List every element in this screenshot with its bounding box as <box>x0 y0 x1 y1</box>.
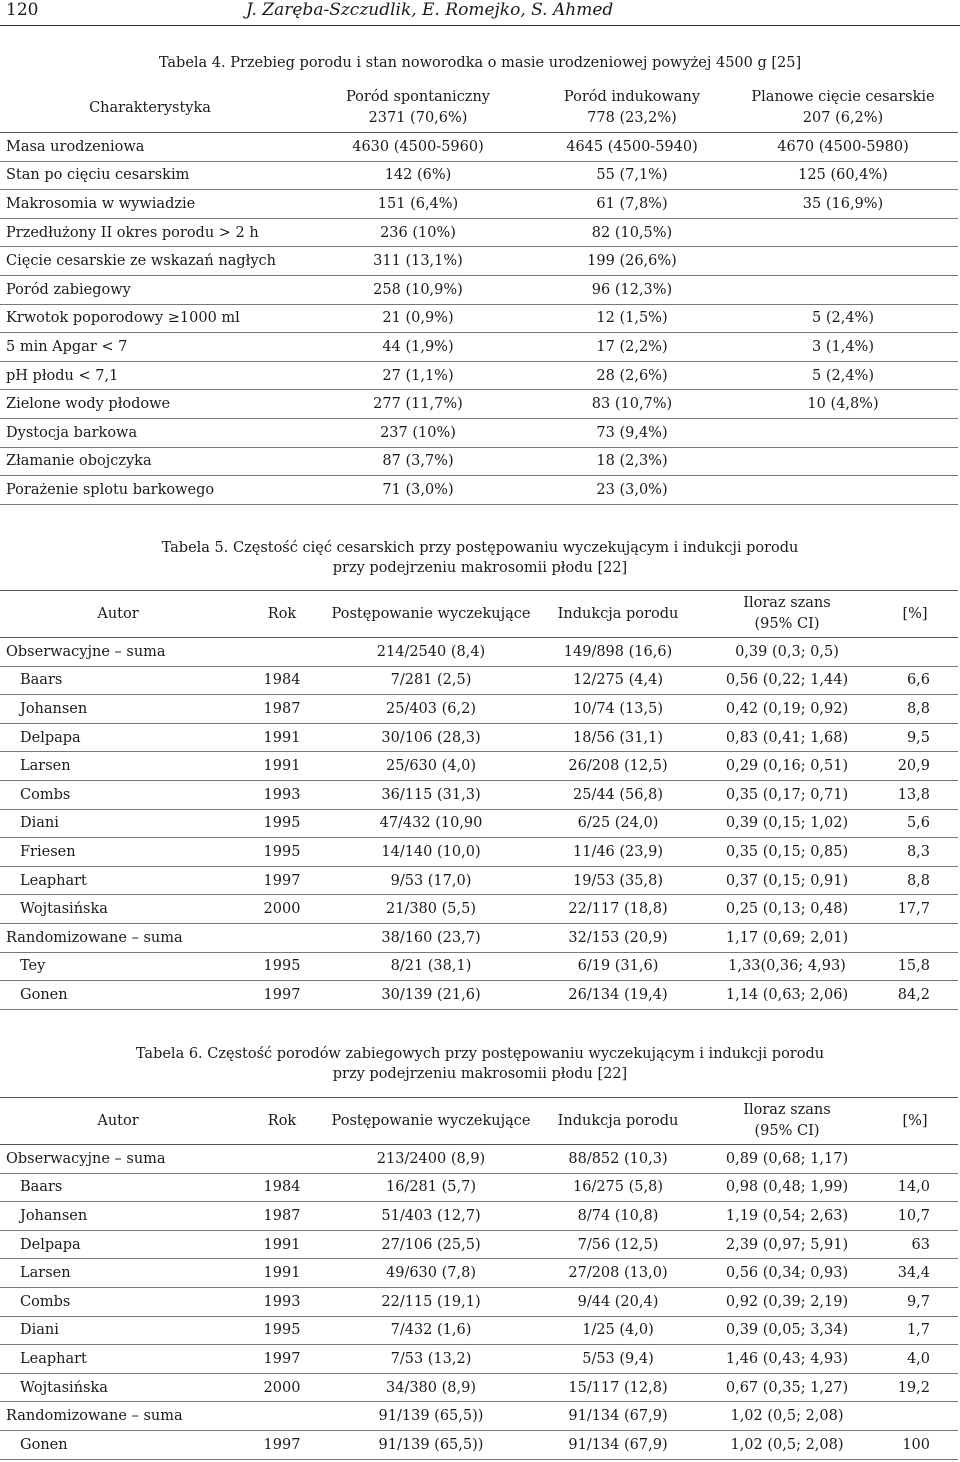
expectant-cell: 7/281 (2,5) <box>328 666 534 695</box>
row-label: Zielone wody płodowe <box>0 390 300 419</box>
table-cell: 277 (11,7%) <box>300 390 536 419</box>
page-number: 120 <box>6 0 39 20</box>
author-cell: Johansen <box>0 1202 236 1231</box>
expectant-cell: 25/630 (4,0) <box>328 752 534 781</box>
table-cell: 96 (12,3%) <box>536 275 728 304</box>
table4-header-line: 2371 (70,6%) <box>368 110 468 126</box>
table5-col-indukcja <box>534 591 702 638</box>
table6-header-text: Indukcja porodu <box>557 1112 679 1129</box>
year-cell: 1984 <box>236 1173 328 1202</box>
table4-header-row <box>0 84 958 133</box>
table4-header-cell <box>300 84 536 133</box>
table5-header-row <box>0 591 958 638</box>
author-cell: Delpapa <box>0 723 236 752</box>
year-cell: 2000 <box>236 1373 328 1402</box>
expectant-cell: 9/53 (17,0) <box>328 866 534 895</box>
percent-cell <box>872 1145 958 1174</box>
year-cell: 1995 <box>236 809 328 838</box>
table-row <box>0 161 958 190</box>
induction-cell: 16/275 (5,8) <box>534 1173 702 1202</box>
percent-cell: 1,7 <box>872 1316 958 1345</box>
percent-cell: 10,7 <box>872 1202 958 1231</box>
induction-cell: 1/25 (4,0) <box>534 1316 702 1345</box>
table-cell: 73 (9,4%) <box>536 418 728 447</box>
expectant-cell: 30/139 (21,6) <box>328 981 534 1010</box>
table-cell: 44 (1,9%) <box>300 333 536 362</box>
percent-cell: 63 <box>872 1230 958 1259</box>
table5-header-text: Autor <box>97 605 139 622</box>
table-row <box>0 133 958 162</box>
year-cell: 1997 <box>236 981 328 1010</box>
table4-header-cell <box>0 84 300 133</box>
table5-caption-line2: przy podejrzeniu makrosomii płodu [22] <box>332 560 628 576</box>
odds-ratio-cell: 0,92 (0,39; 2,19) <box>702 1287 872 1316</box>
author-cell: Randomizowane – suma <box>0 1402 236 1431</box>
author-cell: Diani <box>0 809 236 838</box>
year-cell: 1993 <box>236 780 328 809</box>
table5 <box>0 590 958 1010</box>
author-cell: Combs <box>0 780 236 809</box>
table-cell: 236 (10%) <box>300 218 536 247</box>
table4-header-line: 778 (23,2%) <box>587 110 677 126</box>
expectant-cell: 51/403 (12,7) <box>328 1202 534 1231</box>
expectant-cell: 27/106 (25,5) <box>328 1230 534 1259</box>
table-row <box>0 1173 958 1202</box>
year-cell <box>236 1145 328 1174</box>
year-cell <box>236 923 328 952</box>
table6-col-procent <box>872 1098 958 1145</box>
percent-cell: 20,9 <box>872 752 958 781</box>
row-label: Porażenie splotu barkowego <box>0 476 300 505</box>
induction-cell: 12/275 (4,4) <box>534 666 702 695</box>
running-header <box>0 0 960 26</box>
year-cell: 1997 <box>236 1430 328 1459</box>
table-row <box>0 390 958 419</box>
expectant-cell: 91/139 (65,5)) <box>328 1430 534 1459</box>
table-cell: 28 (2,6%) <box>536 361 728 390</box>
table-row <box>0 1230 958 1259</box>
table-row <box>0 476 958 505</box>
expectant-cell: 8/21 (38,1) <box>328 952 534 981</box>
row-label: Masa urodzeniowa <box>0 133 300 162</box>
author-cell: Randomizowane – suma <box>0 923 236 952</box>
percent-cell: 8,3 <box>872 838 958 867</box>
author-cell: Wojtasińska <box>0 895 236 924</box>
author-cell: Leaphart <box>0 866 236 895</box>
table-cell: 18 (2,3%) <box>536 447 728 476</box>
induction-cell: 11/46 (23,9) <box>534 838 702 867</box>
table-cell: 142 (6%) <box>300 161 536 190</box>
year-cell: 1987 <box>236 1202 328 1231</box>
table5-header-text: Iloraz szans <box>743 595 831 611</box>
table-cell: 311 (13,1%) <box>300 247 536 276</box>
induction-cell: 6/25 (24,0) <box>534 809 702 838</box>
expectant-cell: 49/630 (7,8) <box>328 1259 534 1288</box>
expectant-cell: 214/2540 (8,4) <box>328 638 534 667</box>
table-row <box>0 809 958 838</box>
table-row <box>0 361 958 390</box>
year-cell: 1984 <box>236 666 328 695</box>
table5-col-iloraz-szans <box>702 591 872 638</box>
odds-ratio-cell: 0,37 (0,15; 0,91) <box>702 866 872 895</box>
induction-cell: 6/19 (31,6) <box>534 952 702 981</box>
induction-cell: 91/134 (67,9) <box>534 1430 702 1459</box>
table-cell: 21 (0,9%) <box>300 304 536 333</box>
author-cell: Delpapa <box>0 1230 236 1259</box>
row-label: Dystocja barkowa <box>0 418 300 447</box>
percent-cell: 14,0 <box>872 1173 958 1202</box>
author-cell: Baars <box>0 1173 236 1202</box>
table-row <box>0 695 958 724</box>
year-cell: 1991 <box>236 1259 328 1288</box>
table6-header-text: [%] <box>902 1112 928 1129</box>
percent-cell <box>872 923 958 952</box>
table-cell: 82 (10,5%) <box>536 218 728 247</box>
expectant-cell: 14/140 (10,0) <box>328 838 534 867</box>
table-row <box>0 752 958 781</box>
year-cell <box>236 1402 328 1431</box>
table4 <box>0 84 958 505</box>
author-cell: Gonen <box>0 1430 236 1459</box>
table6-caption <box>0 1044 960 1084</box>
induction-cell: 26/208 (12,5) <box>534 752 702 781</box>
odds-ratio-cell: 0,29 (0,16; 0,51) <box>702 752 872 781</box>
table-row <box>0 1259 958 1288</box>
table-cell: 12 (1,5%) <box>536 304 728 333</box>
table5-header-text: Postępowanie wyczekujące <box>331 605 531 622</box>
odds-ratio-cell: 0,56 (0,34; 0,93) <box>702 1259 872 1288</box>
table-cell: 5 (2,4%) <box>728 304 958 333</box>
author-cell: Tey <box>0 952 236 981</box>
table6-col-iloraz-szans <box>702 1098 872 1145</box>
odds-ratio-cell: 0,98 (0,48; 1,99) <box>702 1173 872 1202</box>
table-row <box>0 247 958 276</box>
table-cell: 35 (16,9%) <box>728 190 958 219</box>
odds-ratio-cell: 0,25 (0,13; 0,48) <box>702 895 872 924</box>
table-row <box>0 981 958 1010</box>
table-cell: 4645 (4500-5940) <box>536 133 728 162</box>
percent-cell: 9,7 <box>872 1287 958 1316</box>
induction-cell: 15/117 (12,8) <box>534 1373 702 1402</box>
table5-header-text: (95% CI) <box>754 616 820 632</box>
induction-cell: 10/74 (13,5) <box>534 695 702 724</box>
row-label: Złamanie obojczyka <box>0 447 300 476</box>
table5-col-procent <box>872 591 958 638</box>
percent-cell: 8,8 <box>872 695 958 724</box>
table-row <box>0 1316 958 1345</box>
odds-ratio-cell: 0,42 (0,19; 0,92) <box>702 695 872 724</box>
percent-cell: 100 <box>872 1430 958 1459</box>
expectant-cell: 47/432 (10,90 <box>328 809 534 838</box>
author-cell: Obserwacyjne – suma <box>0 1145 236 1174</box>
percent-cell: 84,2 <box>872 981 958 1010</box>
year-cell: 1991 <box>236 752 328 781</box>
table-row <box>0 866 958 895</box>
table-cell: 10 (4,8%) <box>728 390 958 419</box>
induction-cell: 25/44 (56,8) <box>534 780 702 809</box>
table5-caption-line1: Tabela 5. Częstość cięć cesarskich przy postępowaniu wyczekującym i indukcji porodu <box>161 540 799 556</box>
table-cell <box>728 275 958 304</box>
table5-header-text: [%] <box>902 605 928 622</box>
year-cell: 1991 <box>236 723 328 752</box>
table5-header-text: Indukcja porodu <box>557 605 679 622</box>
author-cell: Larsen <box>0 1259 236 1288</box>
induction-cell: 22/117 (18,8) <box>534 895 702 924</box>
year-cell: 1987 <box>236 695 328 724</box>
group-row <box>0 1402 958 1431</box>
year-cell: 1995 <box>236 952 328 981</box>
odds-ratio-cell: 1,19 (0,54; 2,63) <box>702 1202 872 1231</box>
table-row <box>0 952 958 981</box>
table6-col-rok <box>236 1098 328 1145</box>
expectant-cell: 25/403 (6,2) <box>328 695 534 724</box>
induction-cell: 5/53 (9,4) <box>534 1345 702 1374</box>
table5-col-autor <box>0 591 236 638</box>
table-row <box>0 1202 958 1231</box>
induction-cell: 26/134 (19,4) <box>534 981 702 1010</box>
table-cell: 3 (1,4%) <box>728 333 958 362</box>
table-cell: 83 (10,7%) <box>536 390 728 419</box>
table-cell: 17 (2,2%) <box>536 333 728 362</box>
induction-cell: 18/56 (31,1) <box>534 723 702 752</box>
table-row <box>0 723 958 752</box>
table-cell <box>728 218 958 247</box>
table-row <box>0 838 958 867</box>
table-cell <box>728 247 958 276</box>
odds-ratio-cell: 1,02 (0,5; 2,08) <box>702 1402 872 1431</box>
table4-header-line: Planowe cięcie cesarskie <box>751 89 935 105</box>
table6-header-row <box>0 1098 958 1145</box>
induction-cell: 19/53 (35,8) <box>534 866 702 895</box>
table4-header-cell <box>728 84 958 133</box>
table-row <box>0 1287 958 1316</box>
year-cell: 1993 <box>236 1287 328 1316</box>
induction-cell: 9/44 (20,4) <box>534 1287 702 1316</box>
odds-ratio-cell: 0,89 (0,68; 1,17) <box>702 1145 872 1174</box>
percent-cell: 5,6 <box>872 809 958 838</box>
percent-cell: 8,8 <box>872 866 958 895</box>
group-row <box>0 1145 958 1174</box>
table-cell: 5 (2,4%) <box>728 361 958 390</box>
table-cell: 87 (3,7%) <box>300 447 536 476</box>
expectant-cell: 22/115 (19,1) <box>328 1287 534 1316</box>
induction-cell: 32/153 (20,9) <box>534 923 702 952</box>
odds-ratio-cell: 0,39 (0,15; 1,02) <box>702 809 872 838</box>
table-row <box>0 190 958 219</box>
table-cell: 199 (26,6%) <box>536 247 728 276</box>
row-label: Krwotok poporodowy ≥1000 ml <box>0 304 300 333</box>
author-cell: Baars <box>0 666 236 695</box>
expectant-cell: 34/380 (8,9) <box>328 1373 534 1402</box>
table6-caption-line1: Tabela 6. Częstość porodów zabiegowych przy postępowaniu wyczekującym i indukcji porodu <box>135 1046 825 1062</box>
table5-header-text: Rok <box>267 605 297 622</box>
running-authors: J. Zaręba-Szczudlik, E. Romejko, S. Ahmed <box>246 0 614 20</box>
percent-cell: 13,8 <box>872 780 958 809</box>
table5-col-wyczekujace <box>328 591 534 638</box>
odds-ratio-cell: 1,33(0,36; 4,93) <box>702 952 872 981</box>
table-cell: 61 (7,8%) <box>536 190 728 219</box>
odds-ratio-cell: 2,39 (0,97; 5,91) <box>702 1230 872 1259</box>
table-cell: 71 (3,0%) <box>300 476 536 505</box>
percent-cell: 34,4 <box>872 1259 958 1288</box>
odds-ratio-cell: 0,67 (0,35; 1,27) <box>702 1373 872 1402</box>
odds-ratio-cell: 0,83 (0,41; 1,68) <box>702 723 872 752</box>
odds-ratio-cell: 1,46 (0,43; 4,93) <box>702 1345 872 1374</box>
year-cell: 1997 <box>236 1345 328 1374</box>
table-row <box>0 333 958 362</box>
table-cell <box>728 447 958 476</box>
year-cell: 1995 <box>236 838 328 867</box>
table-row <box>0 1373 958 1402</box>
table4-header-line: Poród indukowany <box>563 89 701 105</box>
row-label: 5 min Apgar < 7 <box>0 333 300 362</box>
table4-caption: Tabela 4. Przebieg porodu i stan noworodka o masie urodzeniowej powyżej 4500 g [25] <box>158 55 802 71</box>
table-row <box>0 275 958 304</box>
expectant-cell: 7/432 (1,6) <box>328 1316 534 1345</box>
expectant-cell: 91/139 (65,5)) <box>328 1402 534 1431</box>
induction-cell: 7/56 (12,5) <box>534 1230 702 1259</box>
table-row <box>0 304 958 333</box>
percent-cell: 17,7 <box>872 895 958 924</box>
table-cell: 55 (7,1%) <box>536 161 728 190</box>
percent-cell: 6,6 <box>872 666 958 695</box>
table-cell: 151 (6,4%) <box>300 190 536 219</box>
author-cell: Diani <box>0 1316 236 1345</box>
table6 <box>0 1097 958 1460</box>
year-cell: 1997 <box>236 866 328 895</box>
author-cell: Larsen <box>0 752 236 781</box>
author-cell: Obserwacyjne – suma <box>0 638 236 667</box>
table4-header-line: 207 (6,2%) <box>802 110 884 126</box>
table-row <box>0 895 958 924</box>
author-cell: Combs <box>0 1287 236 1316</box>
percent-cell: 19,2 <box>872 1373 958 1402</box>
row-label: Stan po cięciu cesarskim <box>0 161 300 190</box>
percent-cell: 4,0 <box>872 1345 958 1374</box>
author-cell: Friesen <box>0 838 236 867</box>
group-row <box>0 638 958 667</box>
expectant-cell: 16/281 (5,7) <box>328 1173 534 1202</box>
table-cell <box>728 418 958 447</box>
table5-caption <box>0 538 960 578</box>
odds-ratio-cell: 0,56 (0,22; 1,44) <box>702 666 872 695</box>
year-cell: 1991 <box>236 1230 328 1259</box>
odds-ratio-cell: 0,35 (0,15; 0,85) <box>702 838 872 867</box>
expectant-cell: 213/2400 (8,9) <box>328 1145 534 1174</box>
table6-caption-line2: przy podejrzeniu makrosomii płodu [22] <box>332 1066 628 1082</box>
table-row <box>0 666 958 695</box>
induction-cell: 149/898 (16,6) <box>534 638 702 667</box>
percent-cell <box>872 638 958 667</box>
odds-ratio-cell: 0,39 (0,3; 0,5) <box>702 638 872 667</box>
induction-cell: 88/852 (10,3) <box>534 1145 702 1174</box>
expectant-cell: 30/106 (28,3) <box>328 723 534 752</box>
table6-col-autor <box>0 1098 236 1145</box>
expectant-cell: 7/53 (13,2) <box>328 1345 534 1374</box>
odds-ratio-cell: 1,02 (0,5; 2,08) <box>702 1430 872 1459</box>
table-cell: 4630 (4500-5960) <box>300 133 536 162</box>
row-label: Przedłużony II okres porodu > 2 h <box>0 218 300 247</box>
expectant-cell: 36/115 (31,3) <box>328 780 534 809</box>
odds-ratio-cell: 0,39 (0,05; 3,34) <box>702 1316 872 1345</box>
table-cell <box>728 476 958 505</box>
table6-header-text: (95% CI) <box>754 1123 820 1139</box>
table-cell: 237 (10%) <box>300 418 536 447</box>
table-row <box>0 218 958 247</box>
percent-cell: 9,5 <box>872 723 958 752</box>
odds-ratio-cell: 1,14 (0,63; 2,06) <box>702 981 872 1010</box>
table6-col-indukcja <box>534 1098 702 1145</box>
year-cell <box>236 638 328 667</box>
expectant-cell: 38/160 (23,7) <box>328 923 534 952</box>
table-cell: 23 (3,0%) <box>536 476 728 505</box>
percent-cell <box>872 1402 958 1431</box>
table-row <box>0 780 958 809</box>
year-cell: 1995 <box>236 1316 328 1345</box>
table-row <box>0 1345 958 1374</box>
table4-header-cell <box>536 84 728 133</box>
table-cell: 125 (60,4%) <box>728 161 958 190</box>
induction-cell: 27/208 (13,0) <box>534 1259 702 1288</box>
table4-header-line: Charakterystyka <box>89 99 211 116</box>
table4-header-line: Poród spontaniczny <box>346 89 490 105</box>
author-cell: Wojtasińska <box>0 1373 236 1402</box>
expectant-cell: 21/380 (5,5) <box>328 895 534 924</box>
table-cell: 27 (1,1%) <box>300 361 536 390</box>
odds-ratio-cell: 0,35 (0,17; 0,71) <box>702 780 872 809</box>
table-row <box>0 418 958 447</box>
odds-ratio-cell: 1,17 (0,69; 2,01) <box>702 923 872 952</box>
table6-col-wyczekujace <box>328 1098 534 1145</box>
row-label: Cięcie cesarskie ze wskazań nagłych <box>0 247 300 276</box>
table-cell: 4670 (4500-5980) <box>728 133 958 162</box>
year-cell: 2000 <box>236 895 328 924</box>
induction-cell: 91/134 (67,9) <box>534 1402 702 1431</box>
author-cell: Gonen <box>0 981 236 1010</box>
row-label: Poród zabiegowy <box>0 275 300 304</box>
group-row <box>0 923 958 952</box>
author-cell: Leaphart <box>0 1345 236 1374</box>
table-row <box>0 447 958 476</box>
induction-cell: 8/74 (10,8) <box>534 1202 702 1231</box>
row-label: Makrosomia w wywiadzie <box>0 190 300 219</box>
percent-cell: 15,8 <box>872 952 958 981</box>
table6-header-text: Postępowanie wyczekujące <box>331 1112 531 1129</box>
table6-header-text: Rok <box>267 1112 297 1129</box>
author-cell: Johansen <box>0 695 236 724</box>
row-label: pH płodu < 7,1 <box>0 361 300 390</box>
table5-col-rok <box>236 591 328 638</box>
table6-header-text: Iloraz szans <box>743 1102 831 1118</box>
table-row <box>0 1430 958 1459</box>
table6-header-text: Autor <box>97 1112 139 1129</box>
table-cell: 258 (10,9%) <box>300 275 536 304</box>
